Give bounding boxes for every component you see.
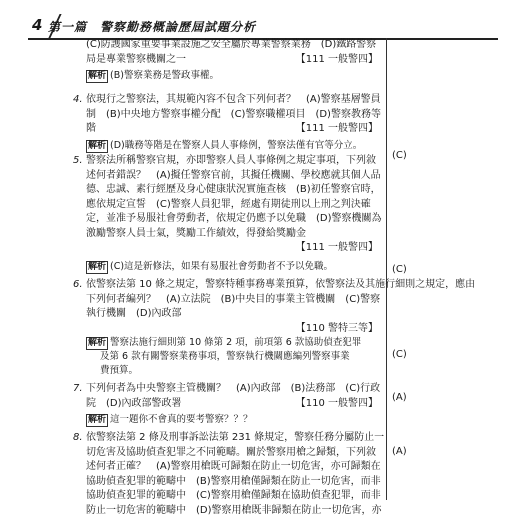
question-3-tail: [86, 38, 378, 67]
chapter-title: 第一篇 警察勤務概論歷屆試題分析: [48, 20, 257, 34]
answer-q6: (C): [392, 349, 407, 360]
explanation-label: 解析: [88, 262, 107, 272]
answer-q7: (A): [392, 392, 407, 403]
explanation-label: 解析: [88, 338, 107, 348]
answer-q4: (C): [392, 150, 407, 161]
question-4: 4. 依現行之警察法，其規範內容不包含下列何者？ (A)警察基層警員 制 (B)中央地方警察事權分配 (C)警察職權項目 (D)警察教務等 階 【111 一般警四】: [86, 93, 378, 137]
question-column: [73, 38, 476, 516]
question-number: 4.: [73, 94, 83, 105]
exam-tag: 【111 一般警四】: [295, 123, 378, 134]
explanation-block: 解析 這一題你不會真的要考警察？？？: [88, 414, 253, 425]
page-header: [28, 14, 498, 40]
exam-tag: 【110 一般警四】: [295, 397, 378, 409]
answer-q5: (C): [392, 264, 407, 275]
answer-q8: (A): [392, 446, 407, 457]
question-line: 局是專業警察機關之一 【111 一般警四】: [86, 53, 378, 68]
explanation-label: 解析: [88, 71, 107, 81]
question-6: 6. 依警察法第 10 條之規定，警察特種事務專業預算，依警察法及其施行細則之規定，應由 下列何者編列？ (A)立法院 (B)中央目的事業主管機關 (C)警察 執行機關 (D)內政部 【110 警特三等】: [86, 278, 378, 336]
question-number: 5.: [73, 155, 83, 166]
question-number: 8.: [73, 432, 83, 443]
exam-tag: 【111 一般警四】: [295, 53, 378, 65]
exam-tag: 【110 警特三等】: [295, 322, 378, 334]
exam-tag: 【111 一般警四】: [295, 242, 378, 253]
explanation-label: 解析: [88, 141, 107, 151]
explanation-block: 解析 警察法施行細則第 10 條第 2 項，前項第 6 款協助偵查犯罪 及第 6 款有關警察業務事項，警察執行機關應編列警察事業 費預算。: [88, 337, 362, 376]
explanation-block: 解析 (C)這是新修法，如果有易服社會勞動者不予以免職。: [88, 261, 334, 272]
question-line: (C)防護國家重要事業設施之安全屬於專業警察業務 (D)鐵路警察: [86, 39, 377, 50]
explanation-block: 解析 (D)職務等階是在警察人員人事條例，警察法僅有官等分立。: [88, 140, 363, 151]
explanation-label: 解析: [88, 415, 107, 425]
page-number: 4: [32, 16, 43, 34]
question-8: 8. 依警察法第 2 條及刑事訴訟法第 231 條規定，警察任務分屬防止一 切危害及協助偵查犯罪之不同範疇。關於警察用槍之歸類，下列敘 述何者正確？ (A)警察用槍既可歸類在防止一切危害，亦可歸類在 協助偵查犯罪的範疇中 (B)警察用槍僅歸類在防止一切危害，而非 協助偵查犯罪的範疇中 (C)警察用槍僅歸類在協助偵查犯罪，而非 防止一切危害的範疇中 (D)警察用槍既非歸類在防止一切危害，亦: [73, 432, 385, 516]
question-number: 6.: [73, 279, 83, 290]
question-5: 5. 警察法所稱警察官規，亦即警察人員人事條例之規定事項，下列敘 述何者錯誤？ (A)擬任警察官前，其擬任機關、學校應就其個人品 德、忠誠、素行經歷及身心健康狀況實施查核 (B)初任警察官時， 應依規定宣誓 (C)警察人員犯罪，經處有期徒刑以上刑之判決確 定，並准予易服社會勞動者，依規定仍應予以免職 (D)警察機關為 激勵警察人員士氣，獎勵工作績效，得發給獎勵金 【111 一般警四】: [86, 154, 378, 256]
question-7: 7. 下列何者為中央警察主管機關？ (A)內政部 (B)法務部 (C)行政 院 (D)內政部警政署 【110 一般警四】: [86, 382, 378, 411]
explanation-block: 解析 (B)警察業務是警政事權。: [88, 70, 219, 81]
question-number: 7.: [73, 383, 83, 394]
